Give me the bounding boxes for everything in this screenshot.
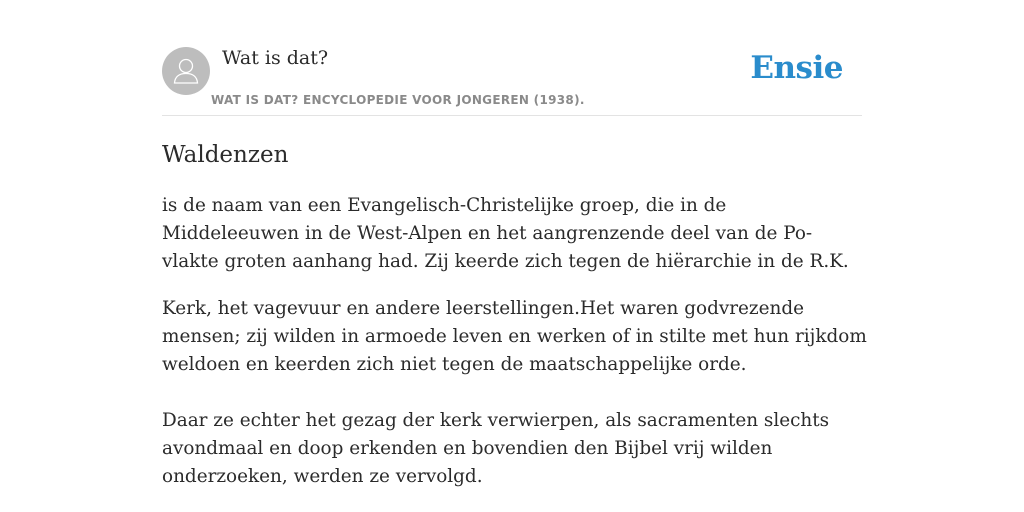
article xyxy=(162,140,867,491)
source-title[interactable]: Wat is dat? xyxy=(222,47,329,69)
article-paragraph-1: is de naam van een Evangelisch-Christelijke groep, die in de Middeleeuwen in de West-Alpen en het aangrenzende deel van de Po-vlakte groten aanhang had. Zij keerde zich tegen de hiërarchie in de R.K. xyxy=(162,195,849,272)
source-header xyxy=(162,46,862,116)
source-subtitle[interactable]: WAT IS DAT? ENCYCLOPEDIE VOOR JONGEREN (1938). xyxy=(211,93,585,107)
article-paragraph-2: Kerk, het vagevuur en andere leerstellingen.Het waren godvrezende mensen; zij wilden in armoede leven en werken of in stilte met hun rijkdom weldoen en keerden zich niet tegen de maatschappelijke orde. xyxy=(162,298,867,375)
article-title: Waldenzen xyxy=(162,142,289,168)
user-silhouette-icon xyxy=(162,47,210,95)
article-paragraph-3: Daar ze echter het gezag der kerk verwierpen, als sacramenten slechts avondmaal en doop erkenden en bovendien den Bijbel vrij wilden onderzoeken, werden ze vervolgd. xyxy=(162,410,830,487)
user-avatar-icon[interactable] xyxy=(162,47,210,95)
ensie-logo[interactable]: Ensie xyxy=(750,50,843,86)
